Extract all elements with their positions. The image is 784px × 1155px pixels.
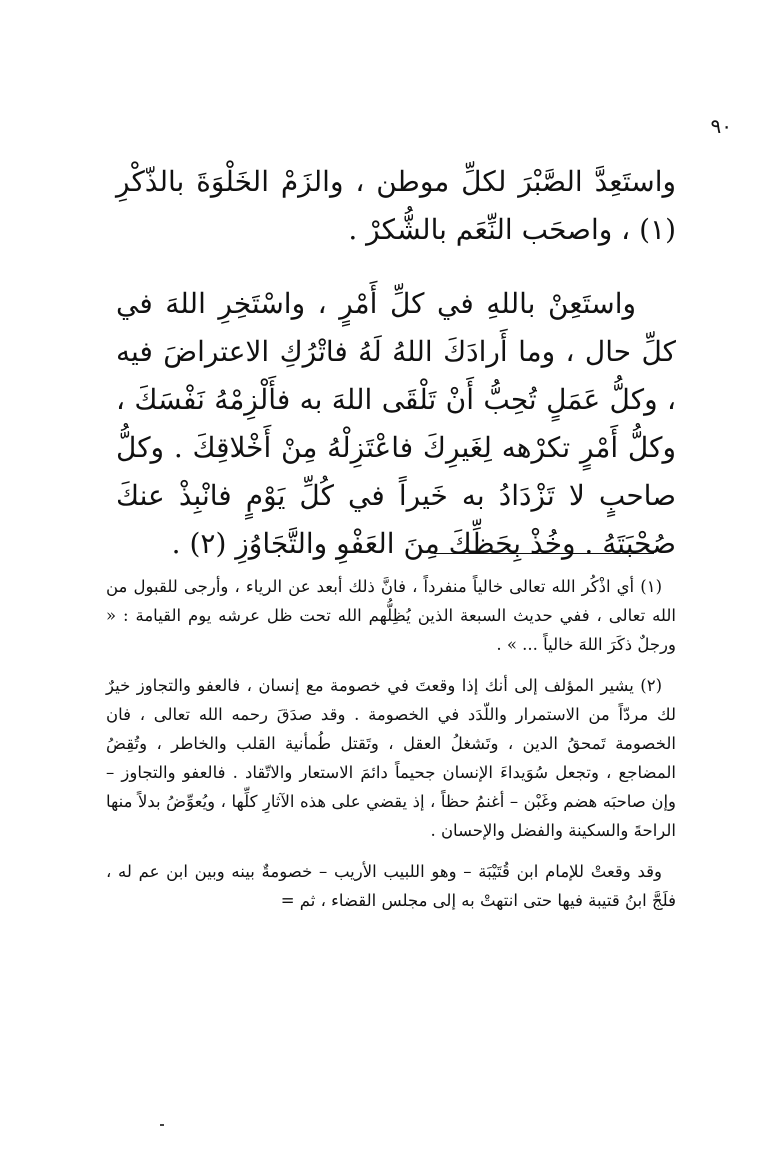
- footnote: (٢) يشير المؤلف إلى أنك إذا وقعتَ في خصومة مع إنسان ، فالعفو والتجاوز خيرٌ لك مردّاً من الاستمرار واللّدَد في الخصومة . وقد صدَقَ رحمه الله تعالى ، فان الخصومة تَمحقُ الدين ، وتَشغلُ العقل ، وتَقتل طُمأنية القلب والخاطر ، وتُقِضُ المضاجع ، وتجعل سُوَيداءَ الإنسان جحيماً دائمَ الاستعار والاتّقاد . فالعفو والتجاوز – وإن صاحبَه هضم وغَبْن – أغنمُ حظاً ، إذ يقضي على هذه الآثارِ كلِّها ، ويُعوِّضُ بدلاً منها الراحةَ والسكينة والفضل والإحسان .: [106, 676, 676, 840]
- body-paragraph: واستَعِنْ باللهِ في كلِّ أَمْرٍ ، واسْتَخِرِ اللهَ في كلِّ حال ، وما أَرادَكَ اللهُ لَهُ فاتْرُكِ الاعتراضَ فيه ، وكلُّ عَمَلٍ تُحِبُّ أَنْ تَلْقَى اللهَ به فأَلْزِمْهُ نَفْسَكَ ، وكلُّ أَمْرٍ تكرْهه لِغَيرِكَ فاعْتَزِلْهُ مِنْ أَخْلاقِكَ . وكلُّ صاحبٍ لا تَزْدَادُ به خَيراً في كُلِّ يَوْمٍ فانْبِذْ عنكَ صُحْبَتَهُ . وخُذْ بِحَظِّكَ مِنَ العَفْوِ والتَّجَاوُزِ (٢) .: [116, 287, 676, 560]
- body-paragraph: واستَعِدَّ الصَّبْرَ لكلِّ موطن ، والزَمْ الخَلْوَةَ بالذّكْرِ (١) ، واصحَب النِّعَم بالشُّكرْ .: [116, 165, 676, 246]
- footnote-separator: [434, 553, 654, 554]
- footnote: (١) أي اذْكُر الله تعالى خالياً منفرداً ، فانَّ ذلك أبعد عن الرياء ، وأرجى للقبول من الله تعالى ، ففي حديث السبعة الذين يُظِلُّهم الله تحت ظل عرشه يوم القيامة : « ورجلٌ ذكَرَ اللهَ خالياً ... » .: [106, 577, 676, 654]
- page-number: ٩٠: [710, 114, 732, 138]
- footnotes: [106, 572, 676, 915]
- scan-speck: [160, 1124, 164, 1126]
- main-text: [116, 158, 676, 568]
- footnote-continuation: وقد وقعتْ للإمام ابن قُتَيْبَة – وهو اللبيب الأريب – خصومةٌ بينه وبين ابن عم له ، فلَجَّ ابنُ قتيبة فيها حتى انتهتْ به إلى مجلس القضاء ، ثم =: [106, 862, 676, 910]
